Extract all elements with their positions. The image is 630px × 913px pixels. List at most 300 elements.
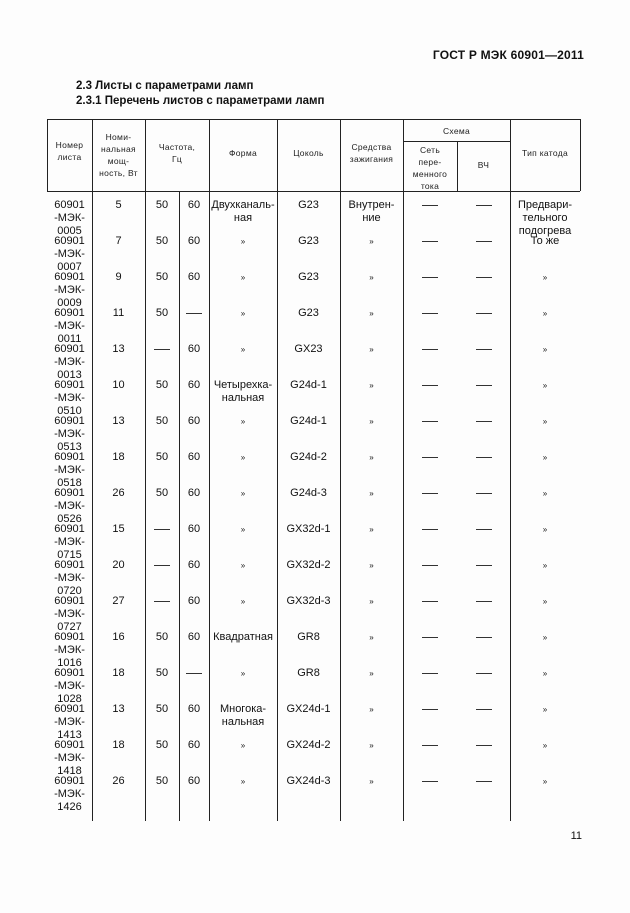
- row-base: [277, 343, 340, 356]
- row-cathode: [510, 523, 580, 536]
- row-scheme-hf: [457, 379, 510, 392]
- row-ignition: [340, 523, 403, 536]
- row-freq-60: [179, 415, 209, 428]
- row-shape-line: »: [240, 741, 246, 750]
- header-frequency: [145, 141, 209, 165]
- row-scheme-ac-line: [403, 271, 457, 284]
- row-power: [92, 451, 145, 464]
- row-power-line: 18: [112, 739, 125, 751]
- row-number-line: 60901: [54, 559, 85, 571]
- row-base-line: GR8: [297, 667, 320, 679]
- row-shape-line: Двухканаль-: [211, 199, 275, 211]
- row-base-line: G24d-1: [290, 379, 327, 391]
- row-number-line: 0007: [57, 261, 82, 273]
- header-number: [47, 139, 92, 163]
- dash-mark: [422, 637, 438, 638]
- dash-mark: [422, 673, 438, 674]
- row-freq-50-line: 50: [155, 379, 169, 391]
- dash-mark: [476, 745, 492, 746]
- row-cathode-line: »: [542, 561, 548, 570]
- row-base-line: G24d-3: [290, 487, 327, 499]
- row-freq-60-line: 60: [187, 559, 201, 571]
- header-power: [92, 131, 145, 179]
- dash-mark: [422, 457, 438, 458]
- row-shape-line: »: [240, 453, 246, 462]
- row-power: [92, 379, 145, 392]
- row-freq-50: [145, 451, 179, 464]
- table-rule: [92, 191, 93, 821]
- row-scheme-ac-line: [403, 307, 457, 320]
- row-shape: [209, 451, 277, 464]
- row-power-line: 20: [112, 559, 125, 571]
- row-scheme-ac: [403, 235, 457, 248]
- row-base-line: GX32d-3: [286, 595, 331, 607]
- row-shape: [209, 199, 277, 225]
- row-ignition-line: »: [369, 381, 374, 390]
- row-number-line: -МЭК-: [54, 752, 85, 764]
- row-base: [277, 667, 340, 680]
- page-number: 11: [570, 830, 582, 842]
- row-power: [92, 487, 145, 500]
- row-shape-line: нальная: [221, 716, 265, 728]
- row-shape-line: »: [240, 345, 246, 354]
- row-scheme-ac: [403, 271, 457, 284]
- dash-mark: [422, 781, 438, 782]
- row-power: [92, 703, 145, 716]
- row-number-line: 0518: [57, 477, 82, 489]
- header-scheme-line: Схема: [442, 126, 471, 136]
- row-scheme-hf: [457, 523, 510, 536]
- row-scheme-hf-line: [457, 559, 510, 572]
- row-freq-50-line: [145, 343, 179, 356]
- row-base: [277, 559, 340, 572]
- row-ignition: [340, 415, 403, 428]
- row-number-line: -МЭК-: [54, 680, 85, 692]
- row-shape-line: »: [240, 417, 246, 426]
- row-shape: [209, 595, 277, 608]
- row-freq-60: [179, 343, 209, 356]
- row-cathode: [510, 739, 580, 752]
- row-scheme-ac-line: [403, 667, 457, 680]
- row-ignition: [340, 235, 403, 248]
- row-number-line: -МЭК-: [54, 572, 85, 584]
- row-scheme-hf: [457, 487, 510, 500]
- row-scheme-ac-line: [403, 235, 457, 248]
- row-freq-50: [145, 595, 179, 608]
- row-ignition-line: »: [369, 345, 374, 354]
- row-scheme-ac: [403, 523, 457, 536]
- row-scheme-hf-line: [457, 235, 510, 248]
- row-power: [92, 271, 145, 284]
- row-shape-line: нальная: [221, 392, 265, 404]
- row-shape: [209, 775, 277, 788]
- dash-mark: [186, 313, 202, 314]
- row-scheme-ac-line: [403, 451, 457, 464]
- row-ignition: [340, 595, 403, 608]
- row-number: [47, 307, 92, 346]
- row-freq-50-line: 50: [155, 487, 169, 499]
- row-freq-50: [145, 487, 179, 500]
- header-power-line: нальная: [101, 144, 136, 154]
- dash-mark: [154, 565, 170, 566]
- row-number: [47, 235, 92, 274]
- dash-mark: [476, 781, 492, 782]
- row-number-line: 0011: [57, 333, 82, 345]
- row-base: [277, 379, 340, 392]
- row-shape: [209, 379, 277, 405]
- row-cathode: [510, 307, 580, 320]
- row-power-line: 26: [112, 775, 125, 787]
- dash-mark: [154, 601, 170, 602]
- row-ignition: [340, 631, 403, 644]
- dash-mark: [476, 385, 492, 386]
- row-freq-60-line: 60: [187, 487, 201, 499]
- row-power: [92, 775, 145, 788]
- row-shape: [209, 703, 277, 729]
- row-shape-line: »: [240, 309, 246, 318]
- row-number: [47, 451, 92, 490]
- header-power-line: ность, Вт: [99, 168, 138, 178]
- header-cathode: [510, 147, 580, 159]
- row-cathode: [510, 595, 580, 608]
- row-freq-60: [179, 199, 209, 212]
- row-number: [47, 739, 92, 778]
- row-base-line: G24d-1: [290, 415, 327, 427]
- row-freq-60: [179, 379, 209, 392]
- row-number-line: 60901: [54, 595, 85, 607]
- header-ignition: [340, 141, 403, 165]
- row-number-line: 0715: [57, 549, 82, 561]
- row-shape: [209, 631, 277, 644]
- row-base-line: G23: [298, 307, 319, 319]
- row-shape-line: ная: [233, 212, 253, 224]
- row-power: [92, 523, 145, 536]
- row-scheme-ac-line: [403, 487, 457, 500]
- row-base-line: GX23: [294, 343, 323, 355]
- subsection-title: 2.3.1 Перечень листов с параметрами ламп: [76, 95, 325, 107]
- row-scheme-hf: [457, 343, 510, 356]
- row-number-line: 0005: [57, 225, 82, 237]
- dash-mark: [476, 457, 492, 458]
- row-scheme-hf-line: [457, 631, 510, 644]
- row-scheme-hf: [457, 199, 510, 212]
- row-number: [47, 595, 92, 634]
- row-freq-60: [179, 595, 209, 608]
- row-freq-60: [179, 667, 209, 680]
- row-freq-60-line: 60: [187, 703, 201, 715]
- row-number: [47, 667, 92, 706]
- row-ignition-line: ние: [362, 212, 381, 224]
- row-scheme-hf: [457, 235, 510, 248]
- row-cathode-line: »: [542, 453, 548, 462]
- row-number-line: 1016: [57, 657, 82, 669]
- row-scheme-hf-line: [457, 775, 510, 788]
- row-scheme-ac: [403, 703, 457, 716]
- row-scheme-ac-line: [403, 631, 457, 644]
- row-number: [47, 415, 92, 454]
- row-ignition-line: »: [369, 741, 374, 750]
- row-freq-60: [179, 559, 209, 572]
- row-cathode: [510, 235, 580, 248]
- row-shape-line: »: [240, 525, 246, 534]
- row-cathode: [510, 775, 580, 788]
- row-freq-60-line: 60: [187, 415, 201, 427]
- row-scheme-ac-line: [403, 199, 457, 212]
- row-number-line: 60901: [54, 235, 85, 247]
- row-number-line: 60901: [54, 343, 85, 355]
- row-scheme-hf: [457, 271, 510, 284]
- row-power-line: 27: [112, 595, 125, 607]
- table-rule: [47, 191, 580, 192]
- row-scheme-ac-line: [403, 595, 457, 608]
- header-cathode-line: Тип катода: [521, 148, 568, 158]
- row-cathode: [510, 271, 580, 284]
- row-freq-50: [145, 775, 179, 788]
- row-number: [47, 523, 92, 562]
- header-frequency-line: Частота,: [158, 142, 196, 152]
- row-shape-line: »: [240, 777, 246, 786]
- dash-mark: [476, 277, 492, 278]
- row-ignition: [340, 487, 403, 500]
- header-scheme-ac-line: Сеть: [419, 145, 441, 155]
- row-base: [277, 739, 340, 752]
- row-scheme-ac-line: [403, 703, 457, 716]
- row-power: [92, 739, 145, 752]
- row-shape-line: »: [240, 489, 246, 498]
- row-scheme-hf: [457, 703, 510, 716]
- row-scheme-ac: [403, 451, 457, 464]
- row-cathode: [510, 343, 580, 356]
- row-base: [277, 775, 340, 788]
- row-cathode-line: »: [542, 705, 548, 714]
- row-base-line: GX24d-1: [286, 703, 331, 715]
- row-ignition-line: »: [369, 669, 374, 678]
- header-ignition-line: зажигания: [349, 154, 394, 164]
- row-freq-50: [145, 667, 179, 680]
- row-freq-50-line: 50: [155, 667, 169, 679]
- header-frequency-line: Гц: [171, 154, 183, 164]
- row-scheme-ac: [403, 307, 457, 320]
- row-base: [277, 307, 340, 320]
- row-cathode: [510, 487, 580, 500]
- row-freq-60: [179, 235, 209, 248]
- row-freq-60-line: 60: [187, 631, 201, 643]
- row-number-line: -МЭК-: [54, 212, 85, 224]
- row-shape: [209, 739, 277, 752]
- row-power: [92, 235, 145, 248]
- row-cathode-line: »: [542, 777, 548, 786]
- row-freq-60-line: 60: [187, 199, 201, 211]
- row-freq-50: [145, 631, 179, 644]
- row-ignition-line: »: [369, 417, 374, 426]
- row-cathode-line: »: [542, 525, 548, 534]
- row-ignition: [340, 343, 403, 356]
- row-number-line: 0513: [57, 441, 82, 453]
- row-scheme-hf-line: [457, 595, 510, 608]
- row-scheme-ac-line: [403, 523, 457, 536]
- row-power-line: 7: [115, 235, 122, 247]
- row-freq-60-line: 60: [187, 595, 201, 607]
- dash-mark: [422, 277, 438, 278]
- row-scheme-hf-line: [457, 523, 510, 536]
- row-freq-60-line: 60: [187, 235, 201, 247]
- row-freq-60-line: 60: [187, 271, 201, 283]
- row-ignition-line: »: [369, 777, 374, 786]
- row-base: [277, 595, 340, 608]
- row-number: [47, 559, 92, 598]
- row-shape: [209, 559, 277, 572]
- row-freq-50-line: 50: [155, 235, 169, 247]
- row-cathode-line: То же: [530, 235, 560, 247]
- row-scheme-ac: [403, 775, 457, 788]
- row-number-line: 1426: [57, 801, 82, 813]
- row-power-line: 15: [112, 523, 125, 535]
- row-scheme-hf: [457, 451, 510, 464]
- row-ignition: [340, 199, 403, 225]
- row-number-line: -МЭК-: [54, 428, 85, 440]
- row-number-line: -МЭК-: [54, 716, 85, 728]
- dash-mark: [422, 493, 438, 494]
- row-freq-50: [145, 559, 179, 572]
- row-number-line: 60901: [54, 379, 85, 391]
- row-scheme-hf: [457, 667, 510, 680]
- header-power-line: мощ-: [107, 156, 130, 166]
- row-scheme-ac: [403, 559, 457, 572]
- row-number-line: -МЭК-: [54, 284, 85, 296]
- row-base: [277, 271, 340, 284]
- row-power: [92, 415, 145, 428]
- row-base-line: GR8: [297, 631, 320, 643]
- row-ignition-line: »: [369, 633, 374, 642]
- row-cathode: [510, 631, 580, 644]
- row-cathode: [510, 667, 580, 680]
- row-freq-50-line: 50: [155, 415, 169, 427]
- header-power-line: Номи-: [105, 132, 132, 142]
- row-scheme-ac-line: [403, 379, 457, 392]
- row-number-line: -МЭК-: [54, 536, 85, 548]
- row-shape: [209, 415, 277, 428]
- row-shape: [209, 667, 277, 680]
- dash-mark: [476, 673, 492, 674]
- row-cathode-line: »: [542, 381, 548, 390]
- row-scheme-ac: [403, 379, 457, 392]
- row-freq-50-line: 50: [155, 775, 169, 787]
- row-number-line: 60901: [54, 415, 85, 427]
- row-power-line: 16: [112, 631, 125, 643]
- row-number-line: -МЭК-: [54, 392, 85, 404]
- row-ignition-line: Внутрен-: [348, 199, 395, 211]
- row-power-line: 18: [112, 667, 125, 679]
- row-base: [277, 451, 340, 464]
- row-shape-line: Многока-: [219, 703, 267, 715]
- row-cathode: [510, 199, 580, 238]
- row-number-line: 60901: [54, 667, 85, 679]
- header-scheme-ac-line: пере-: [418, 157, 442, 167]
- row-base: [277, 523, 340, 536]
- row-scheme-hf: [457, 739, 510, 752]
- row-freq-60-line: 60: [187, 451, 201, 463]
- row-base-line: GX24d-2: [286, 739, 331, 751]
- row-freq-60: [179, 523, 209, 536]
- row-ignition: [340, 739, 403, 752]
- dash-mark: [476, 493, 492, 494]
- dash-mark: [422, 313, 438, 314]
- row-freq-60: [179, 451, 209, 464]
- row-number-line: 1418: [57, 765, 82, 777]
- row-scheme-hf-line: [457, 343, 510, 356]
- row-power: [92, 631, 145, 644]
- row-number-line: -МЭК-: [54, 464, 85, 476]
- row-scheme-hf: [457, 559, 510, 572]
- row-number-line: 60901: [54, 487, 85, 499]
- row-base-line: G23: [298, 271, 319, 283]
- dash-mark: [422, 241, 438, 242]
- row-scheme-hf: [457, 631, 510, 644]
- row-cathode-line: »: [542, 597, 548, 606]
- row-ignition: [340, 667, 403, 680]
- row-scheme-ac: [403, 667, 457, 680]
- dash-mark: [476, 565, 492, 566]
- row-number-line: -МЭК-: [54, 356, 85, 368]
- row-freq-60-line: 60: [187, 523, 201, 535]
- row-scheme-ac-line: [403, 739, 457, 752]
- row-scheme-ac: [403, 631, 457, 644]
- row-freq-60-line: 60: [187, 739, 201, 751]
- header-base: [277, 147, 340, 159]
- row-ignition-line: »: [369, 489, 374, 498]
- dash-mark: [422, 529, 438, 530]
- row-number-line: 0510: [57, 405, 82, 417]
- row-ignition-line: »: [369, 561, 374, 570]
- row-ignition: [340, 271, 403, 284]
- row-power: [92, 667, 145, 680]
- row-freq-60: [179, 703, 209, 716]
- row-freq-50: [145, 523, 179, 536]
- row-ignition-line: »: [369, 705, 374, 714]
- row-ignition: [340, 451, 403, 464]
- dash-mark: [186, 673, 202, 674]
- row-power: [92, 595, 145, 608]
- row-cathode-line: »: [542, 309, 548, 318]
- header-ignition-line: Средства: [351, 142, 392, 152]
- row-scheme-ac: [403, 739, 457, 752]
- row-number: [47, 703, 92, 742]
- row-ignition: [340, 703, 403, 716]
- row-freq-50: [145, 379, 179, 392]
- row-base-line: GX32d-2: [286, 559, 331, 571]
- row-freq-60-line: 60: [187, 379, 201, 391]
- row-power-line: 13: [112, 703, 125, 715]
- row-power-line: 5: [115, 199, 122, 211]
- header-scheme-ac: [403, 144, 457, 192]
- dash-mark: [154, 349, 170, 350]
- row-number-line: 60901: [54, 271, 85, 283]
- row-power: [92, 307, 145, 320]
- row-scheme-ac-line: [403, 775, 457, 788]
- row-ignition: [340, 379, 403, 392]
- dash-mark: [422, 601, 438, 602]
- row-cathode-line: »: [542, 417, 548, 426]
- dash-mark: [422, 421, 438, 422]
- row-number-line: 60901: [54, 307, 85, 319]
- row-power-line: 10: [112, 379, 125, 391]
- row-number: [47, 487, 92, 526]
- row-freq-50-line: 50: [155, 631, 169, 643]
- row-shape-line: Квадратная: [213, 631, 273, 643]
- row-freq-60: [179, 775, 209, 788]
- row-base: [277, 199, 340, 212]
- row-power-line: 13: [112, 415, 125, 427]
